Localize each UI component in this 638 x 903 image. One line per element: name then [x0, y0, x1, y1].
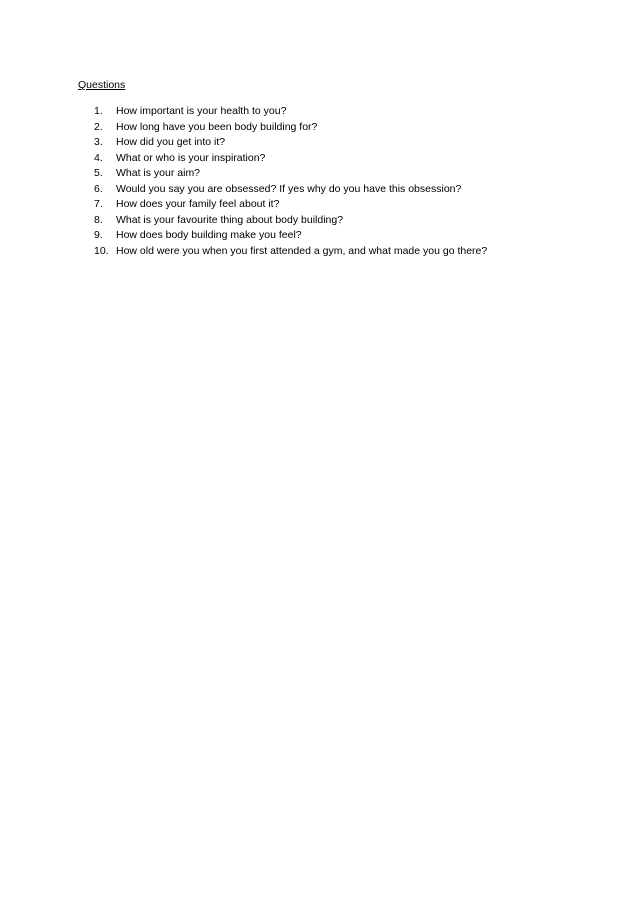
question-number-label: 5. [94, 167, 103, 179]
question-number [82, 228, 116, 244]
question-number-label: 10. [94, 244, 109, 257]
question-text: How old were you when you first attended a gym, and what made you go there? [116, 244, 488, 257]
section-heading: Questions [78, 79, 126, 91]
question-list [82, 104, 602, 259]
question-number [82, 104, 116, 120]
question-number-label: 3. [94, 136, 103, 148]
question-item [82, 244, 602, 260]
question-number-label: 1. [94, 105, 103, 117]
question-number [82, 135, 116, 151]
question-number-label: 4. [94, 151, 103, 164]
question-number [82, 213, 116, 229]
question-number [82, 197, 116, 213]
question-number-label: 8. [94, 213, 103, 226]
question-number-label: 2. [94, 120, 103, 133]
question-text: What is your aim? [116, 167, 201, 179]
question-item [82, 166, 602, 182]
question-number [82, 244, 116, 260]
question-text: How important is your health to you? [116, 105, 287, 117]
question-number [82, 120, 116, 136]
question-item [82, 228, 602, 244]
question-number-label: 9. [94, 229, 103, 241]
question-item [82, 182, 602, 198]
question-text: What or who is your inspiration? [116, 151, 266, 164]
question-item [82, 151, 602, 167]
question-item [82, 120, 602, 136]
question-number [82, 151, 116, 167]
question-text: How does your family feel about it? [116, 198, 280, 210]
question-item [82, 213, 602, 229]
question-number [82, 182, 116, 198]
question-number-label: 7. [94, 198, 103, 210]
question-item [82, 135, 602, 151]
question-item [82, 104, 602, 120]
question-text: How did you get into it? [116, 136, 226, 148]
question-text: How long have you been body building for? [116, 120, 318, 133]
question-number-label: 6. [94, 182, 103, 195]
question-text: How does body building make you feel? [116, 229, 302, 241]
question-number [82, 166, 116, 182]
question-item [82, 197, 602, 213]
question-text: What is your favourite thing about body building? [116, 213, 344, 226]
question-text: Would you say you are obsessed? If yes why do you have this obsession? [116, 182, 462, 195]
